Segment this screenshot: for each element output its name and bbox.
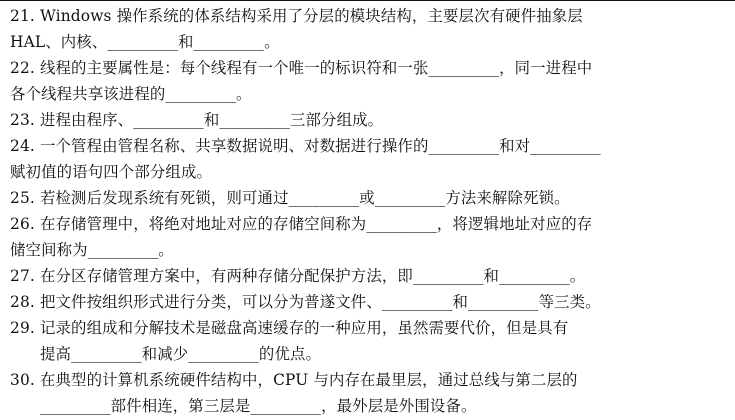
question-24 [10, 133, 730, 185]
question-26 [10, 211, 730, 263]
question-list [10, 3, 730, 419]
question-30 [10, 367, 730, 419]
question-28-line-1: 28. 把文件按组织形式进行分类，可以分为普遂文件、_________和_________等三类。 [10, 293, 601, 311]
question-24-line-1: 24. 一个管程由管程名称、共享数据说明、对数据进行操作的_________和对_________ [10, 137, 601, 155]
question-22 [10, 55, 730, 107]
question-28 [10, 289, 730, 315]
question-26-line-2: 储空间称为_________。 [10, 241, 174, 259]
question-25-line-1: 25. 若检测后发现系统有死锁，则可通过_________或_________方法来解除死锁。 [10, 189, 570, 207]
question-21-line-1: 21. Windows 操作系统的体系结构采用了分层的模块结构，主要层次有硬件抽象层 [10, 7, 583, 25]
question-29 [10, 315, 730, 367]
top-rule [0, 0, 735, 1]
question-29-line-2: 提高_________和减少_________的优点。 [40, 345, 322, 363]
question-25 [10, 185, 730, 211]
question-24-line-2: 赋初值的语句四个部分组成。 [10, 163, 213, 181]
question-23 [10, 107, 730, 133]
question-22-line-2: 各个线程共享该进程的_________。 [10, 85, 252, 103]
question-27-line-1: 27. 在分区存储管理方案中，有两种存储分配保护方法，即_________和_________。 [10, 267, 586, 285]
question-30-line-2: _________部件相连，第三层是_________，最外层是外围设备。 [40, 397, 477, 415]
question-22-line-1: 22. 线程的主要属性是：每个线程有一个唯一的标识符和一张_________，同一进程中 [10, 59, 593, 77]
question-30-line-1: 30. 在典型的计算机系统硬件结构中，CPU 与内存在最里层，通过总线与第二层的 [10, 371, 578, 389]
question-27 [10, 263, 730, 289]
question-26-line-1: 26. 在存储管理中，将绝对地址对应的存储空间称为_________，将逻辑地址对应的存 [10, 215, 593, 233]
question-29-line-1: 29. 记录的组成和分解技术是磁盘高速缓存的一种应用，虽然需要代价，但是具有 [10, 319, 569, 337]
question-23-line-1: 23. 进程由程序、_________和_________三部分组成。 [10, 111, 384, 129]
question-21 [10, 3, 730, 55]
question-21-line-2: HAL、内核、_________和_________。 [10, 33, 280, 51]
